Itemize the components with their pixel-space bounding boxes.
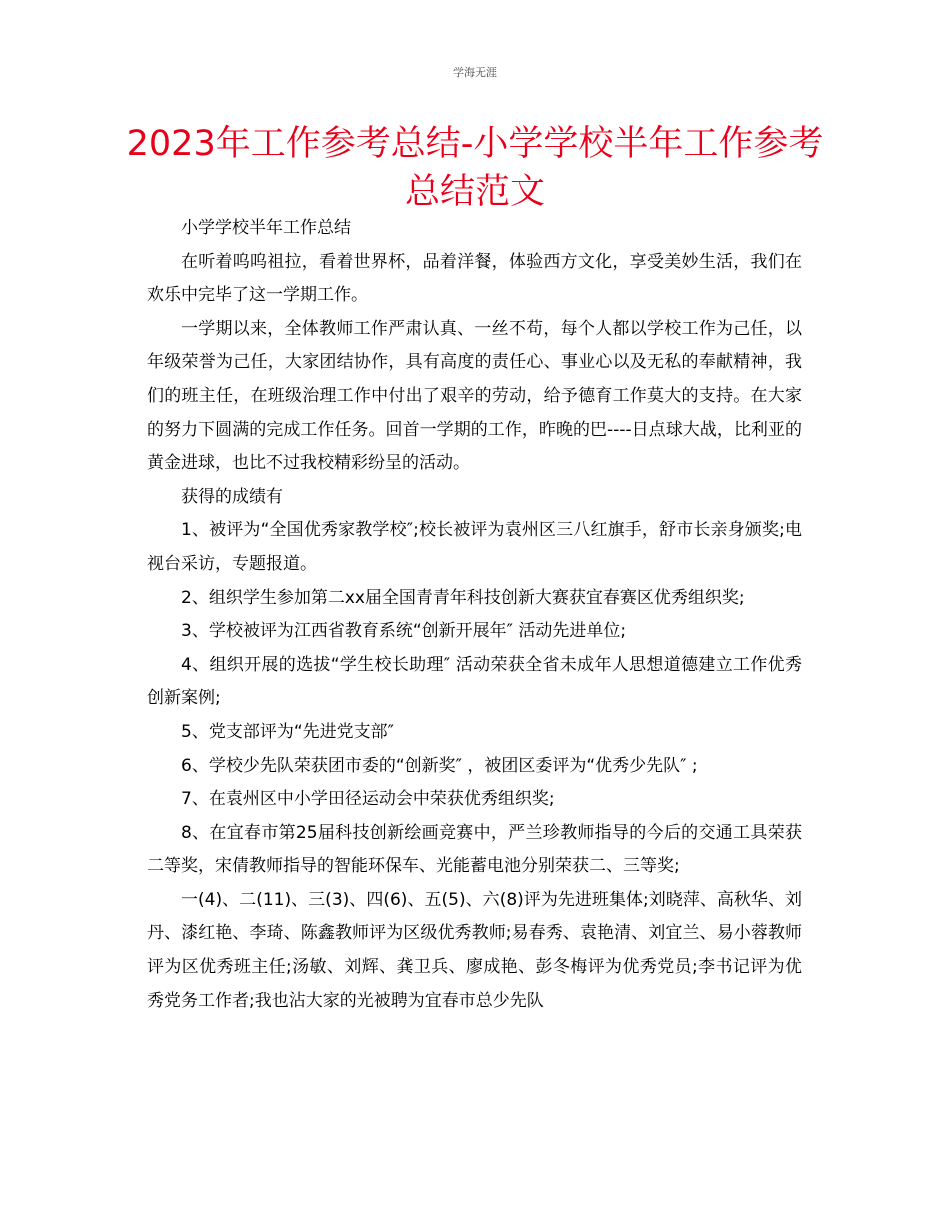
paragraph-intro: 在听着呜呜祖拉，看着世界杯，品着洋餐，体验西方文化，享受美妙生活，我们在欢乐中完毕了这一学期工作。 bbox=[147, 251, 802, 306]
list-item-achievement-4: 4、组织开展的选拔“学生校长助理″ 活动荣获全省未成年人思想道德建立工作优秀创新案例; bbox=[147, 654, 802, 709]
document-body bbox=[147, 212, 802, 1018]
list-item-achievement-2: 2、组织学生参加第二xx届全国青青年科技创新大赛获宜春赛区优秀组织奖; bbox=[181, 587, 745, 608]
list-item-achievement-3: 3、学校被评为江西省教育系统“创新开展年″ 活动先进单位; bbox=[181, 621, 627, 642]
paragraph-subtitle: 小学学校半年工作总结 bbox=[181, 218, 351, 238]
document-title: 2023年工作参考总结-小学学校半年工作参考总结范文 bbox=[126, 124, 824, 212]
page-header-mark: 学海无涯 bbox=[453, 66, 497, 79]
list-item-achievement-1: 1、被评为“全国优秀家教学校″;校长被评为袁州区三八红旗手，舒市长亲身颁奖;电视台采访，专题报道。 bbox=[147, 520, 802, 574]
list-item-achievement-5: 5、党支部评为“先进党支部″ bbox=[181, 721, 394, 742]
list-item-achievement-7: 7、在袁州区中小学田径运动会中荣获优秀组织奖; bbox=[181, 789, 555, 810]
list-item-achievement-8: 8、在宜春市第25届科技创新绘画竞赛中，严兰珍教师指导的今后的交通工具荣获二等奖，宋倩教师指导的智能环保车、光能蓄电池分别荣获二、三等奖; bbox=[147, 822, 802, 877]
list-item-achievement-6: 6、学校少先队荣获团市委的“创新奖″ ，被团区委评为“优秀少先队″ ; bbox=[181, 755, 698, 776]
paragraph-summary: 一学期以来，全体教师工作严肃认真、一丝不苟，每个人都以学校工作为己任，以年级荣誉为己任，大家团结协作，具有高度的责任心、事业心以及无私的奉献精神，我们的班主任，在班级治理工作中付出了艰辛的劳动，给予德育工作莫大的支持。在大家的努力下圆满的完成工作任务。回首一学期的工作，昨晚的巴----日点球大战，比利亚的黄金进球，也比不过我校精彩纷呈的活动。 bbox=[147, 318, 802, 474]
paragraph-achievements-heading: 获得的成绩有 bbox=[181, 486, 283, 507]
paragraph-honors: 一(4)、二(11)、三(3)、四(6)、五(5)、六(8)评为先进班集体;刘晓萍、高秋华、刘丹、漆红艳、李琦、陈鑫教师评为区级优秀教师;易春秀、袁艳清、刘宜兰、易小蓉教师评为区优秀班主任;汤敏、刘辉、龚卫兵、廖成艳、彭冬梅评为优秀党员;李书记评为优秀党务工作者;我也沾大家的光被聘为宜春市总少先队 bbox=[147, 889, 802, 1011]
